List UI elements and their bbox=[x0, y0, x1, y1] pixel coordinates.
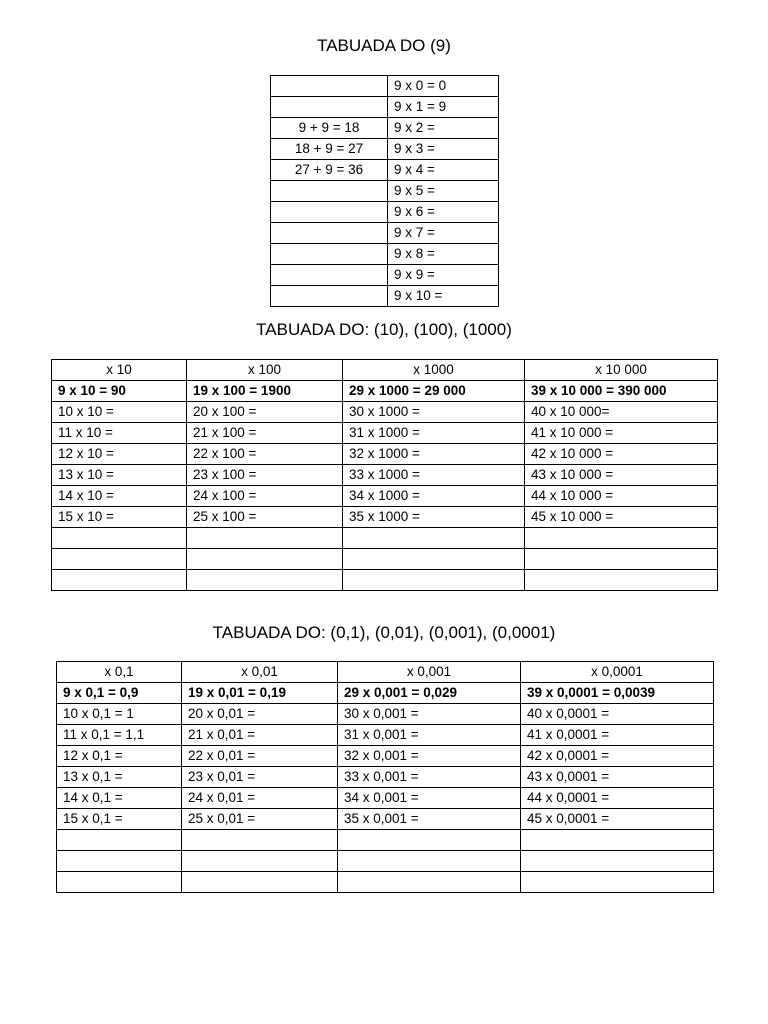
table-cell bbox=[271, 202, 388, 223]
table-cell: 27 + 9 = 36 bbox=[271, 160, 388, 181]
table-cell: 13 x 0,1 = bbox=[57, 767, 182, 788]
table-header-row bbox=[52, 360, 718, 381]
column-header: x 10 bbox=[52, 360, 187, 381]
table-cell: 23 x 0,01 = bbox=[182, 767, 338, 788]
table-cell bbox=[182, 851, 338, 872]
table-row bbox=[271, 181, 499, 202]
title-tabuada-decimais: TABUADA DO: (0,1), (0,01), (0,001), (0,0001) bbox=[212, 623, 556, 642]
table-header-row bbox=[57, 662, 714, 683]
table-cell: 19 x 100 = 1900 bbox=[187, 381, 343, 402]
table-cell: 35 x 0,001 = bbox=[338, 809, 521, 830]
table-row bbox=[57, 809, 714, 830]
table-row bbox=[271, 139, 499, 160]
table-cell: 42 x 10 000 = bbox=[525, 444, 718, 465]
table-cell: 32 x 1000 = bbox=[343, 444, 525, 465]
table-row bbox=[271, 76, 499, 97]
table-tabuada-10-100-1000 bbox=[51, 359, 718, 591]
table-row bbox=[52, 549, 718, 570]
table-cell: 39 x 10 000 = 390 000 bbox=[525, 381, 718, 402]
table-cell: 9 x 3 = bbox=[388, 139, 499, 160]
table-row bbox=[52, 528, 718, 549]
table-cell: 14 x 0,1 = bbox=[57, 788, 182, 809]
table-cell: 44 x 10 000 = bbox=[525, 486, 718, 507]
table-cell: 9 x 6 = bbox=[388, 202, 499, 223]
table-row bbox=[271, 202, 499, 223]
table-cell: 33 x 0,001 = bbox=[338, 767, 521, 788]
table-cell bbox=[338, 851, 521, 872]
table-cell: 25 x 0,01 = bbox=[182, 809, 338, 830]
table-cell: 12 x 10 = bbox=[52, 444, 187, 465]
table-cell bbox=[271, 97, 388, 118]
column-header: x 0,001 bbox=[338, 662, 521, 683]
table-cell: 20 x 0,01 = bbox=[182, 704, 338, 725]
table-cell: 18 + 9 = 27 bbox=[271, 139, 388, 160]
table-cell: 42 x 0,0001 = bbox=[521, 746, 714, 767]
table-row bbox=[57, 851, 714, 872]
table-cell: 9 x 1 = 9 bbox=[388, 97, 499, 118]
column-header: x 10 000 bbox=[525, 360, 718, 381]
table-cell: 41 x 0,0001 = bbox=[521, 725, 714, 746]
table-cell: 9 x 0,1 = 0,9 bbox=[57, 683, 182, 704]
table-cell bbox=[187, 570, 343, 591]
table-cell bbox=[271, 265, 388, 286]
table-cell: 43 x 10 000 = bbox=[525, 465, 718, 486]
table-cell bbox=[182, 830, 338, 851]
table-cell: 11 x 10 = bbox=[52, 423, 187, 444]
table-cell bbox=[521, 872, 714, 893]
table-cell: 22 x 100 = bbox=[187, 444, 343, 465]
table-row bbox=[271, 244, 499, 265]
table-cell: 30 x 1000 = bbox=[343, 402, 525, 423]
table-cell: 19 x 0,01 = 0,19 bbox=[182, 683, 338, 704]
table-cell: 15 x 10 = bbox=[52, 507, 187, 528]
table-row bbox=[52, 507, 718, 528]
table-row bbox=[52, 465, 718, 486]
table-cell: 9 x 0 = 0 bbox=[388, 76, 499, 97]
table-cell bbox=[271, 223, 388, 244]
column-header: x 0,0001 bbox=[521, 662, 714, 683]
table-cell: 9 + 9 = 18 bbox=[271, 118, 388, 139]
table-row bbox=[271, 223, 499, 244]
table-cell bbox=[57, 830, 182, 851]
column-header: x 1000 bbox=[343, 360, 525, 381]
table-row bbox=[57, 725, 714, 746]
table-cell: 29 x 0,001 = 0,029 bbox=[338, 683, 521, 704]
table-cell: 12 x 0,1 = bbox=[57, 746, 182, 767]
table-cell bbox=[525, 549, 718, 570]
table-cell: 44 x 0,0001 = bbox=[521, 788, 714, 809]
table-cell: 41 x 10 000 = bbox=[525, 423, 718, 444]
table-cell: 40 x 10 000= bbox=[525, 402, 718, 423]
table-cell: 29 x 1000 = 29 000 bbox=[343, 381, 525, 402]
table-cell bbox=[271, 181, 388, 202]
table-cell: 34 x 1000 = bbox=[343, 486, 525, 507]
table-cell: 21 x 100 = bbox=[187, 423, 343, 444]
table-cell: 25 x 100 = bbox=[187, 507, 343, 528]
table-cell: 9 x 8 = bbox=[388, 244, 499, 265]
column-header: x 100 bbox=[187, 360, 343, 381]
table-cell: 14 x 10 = bbox=[52, 486, 187, 507]
table-cell bbox=[343, 549, 525, 570]
table-cell: 24 x 0,01 = bbox=[182, 788, 338, 809]
table-cell: 32 x 0,001 = bbox=[338, 746, 521, 767]
table-cell: 9 x 7 = bbox=[388, 223, 499, 244]
table-row bbox=[52, 381, 718, 402]
table-cell: 21 x 0,01 = bbox=[182, 725, 338, 746]
table-cell: 35 x 1000 = bbox=[343, 507, 525, 528]
table-row bbox=[57, 830, 714, 851]
table-cell bbox=[52, 549, 187, 570]
table-row bbox=[271, 265, 499, 286]
table-cell bbox=[338, 872, 521, 893]
title-tabuada-9: TABUADA DO (9) bbox=[317, 36, 451, 55]
table-cell bbox=[57, 872, 182, 893]
table-row bbox=[271, 160, 499, 181]
table-tabuada-9 bbox=[270, 75, 499, 307]
table-row bbox=[57, 704, 714, 725]
table-cell bbox=[343, 528, 525, 549]
table-cell: 9 x 4 = bbox=[388, 160, 499, 181]
table-row bbox=[52, 486, 718, 507]
table-row bbox=[57, 683, 714, 704]
table-cell: 10 x 10 = bbox=[52, 402, 187, 423]
table-cell bbox=[52, 570, 187, 591]
table-cell bbox=[271, 244, 388, 265]
table-row bbox=[57, 872, 714, 893]
table-cell: 34 x 0,001 = bbox=[338, 788, 521, 809]
table-row bbox=[271, 286, 499, 307]
table-cell: 9 x 10 = 90 bbox=[52, 381, 187, 402]
table-cell bbox=[525, 570, 718, 591]
table-cell: 11 x 0,1 = 1,1 bbox=[57, 725, 182, 746]
column-header: x 0,01 bbox=[182, 662, 338, 683]
table-row bbox=[57, 788, 714, 809]
table-cell bbox=[57, 851, 182, 872]
table-cell: 9 x 10 = bbox=[388, 286, 499, 307]
table-cell: 33 x 1000 = bbox=[343, 465, 525, 486]
table-cell bbox=[187, 528, 343, 549]
title-tabuada-10-100-1000: TABUADA DO: (10), (100), (1000) bbox=[256, 320, 512, 339]
table-row bbox=[52, 570, 718, 591]
table-row bbox=[271, 118, 499, 139]
table-cell: 13 x 10 = bbox=[52, 465, 187, 486]
table-cell: 40 x 0,0001 = bbox=[521, 704, 714, 725]
table-cell bbox=[52, 528, 187, 549]
table-cell bbox=[338, 830, 521, 851]
table-row bbox=[271, 97, 499, 118]
table-cell: 10 x 0,1 = 1 bbox=[57, 704, 182, 725]
table-cell: 43 x 0,0001 = bbox=[521, 767, 714, 788]
table-cell bbox=[187, 549, 343, 570]
table-row bbox=[57, 746, 714, 767]
table-cell: 31 x 1000 = bbox=[343, 423, 525, 444]
table-cell: 23 x 100 = bbox=[187, 465, 343, 486]
table-cell bbox=[182, 872, 338, 893]
column-header: x 0,1 bbox=[57, 662, 182, 683]
table-row bbox=[57, 767, 714, 788]
table-row bbox=[52, 444, 718, 465]
table-cell: 9 x 9 = bbox=[388, 265, 499, 286]
table-cell: 30 x 0,001 = bbox=[338, 704, 521, 725]
table-cell: 9 x 5 = bbox=[388, 181, 499, 202]
table-cell: 22 x 0,01 = bbox=[182, 746, 338, 767]
table-cell bbox=[521, 851, 714, 872]
table-cell: 24 x 100 = bbox=[187, 486, 343, 507]
table-cell: 45 x 10 000 = bbox=[525, 507, 718, 528]
table-cell: 31 x 0,001 = bbox=[338, 725, 521, 746]
table-cell: 15 x 0,1 = bbox=[57, 809, 182, 830]
table-cell: 45 x 0,0001 = bbox=[521, 809, 714, 830]
table-cell bbox=[525, 528, 718, 549]
table-cell: 39 x 0,0001 = 0,0039 bbox=[521, 683, 714, 704]
table-cell bbox=[271, 76, 388, 97]
table-row bbox=[52, 423, 718, 444]
table-cell bbox=[521, 830, 714, 851]
table-cell: 20 x 100 = bbox=[187, 402, 343, 423]
table-cell bbox=[343, 570, 525, 591]
table-row bbox=[52, 402, 718, 423]
table-cell bbox=[271, 286, 388, 307]
table-tabuada-decimais bbox=[56, 661, 714, 893]
table-cell: 9 x 2 = bbox=[388, 118, 499, 139]
